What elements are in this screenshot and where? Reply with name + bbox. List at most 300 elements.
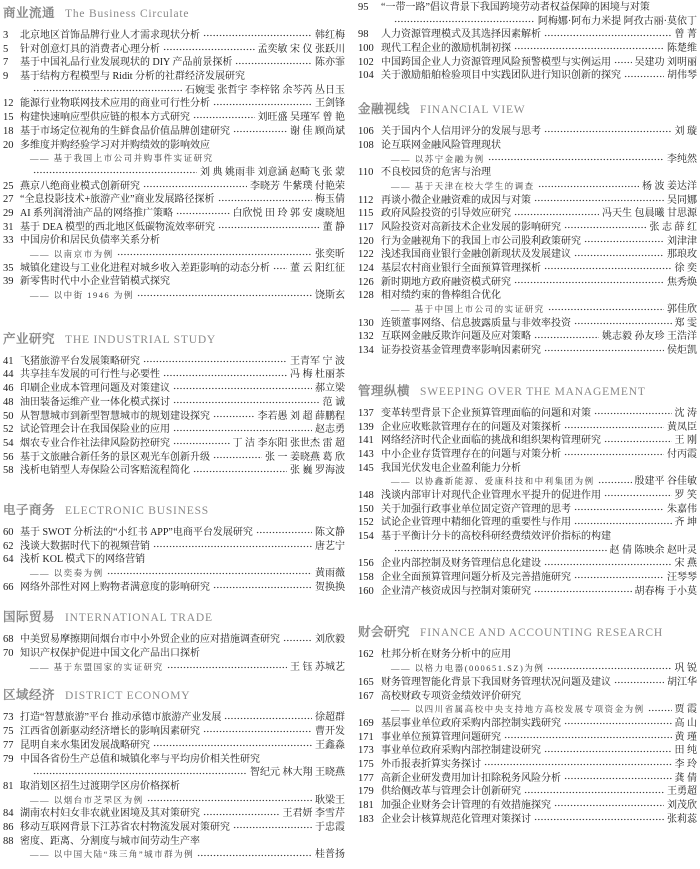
dot-leader [193,470,287,473]
article-authors: 胡伟琴 [667,70,697,82]
toc-line [3,661,345,675]
dot-leader [564,426,664,429]
toc-line [358,813,697,827]
page-number: 112 [358,194,374,206]
toc-entry [3,647,345,674]
article-authors: 黄凤臣 [667,421,697,433]
page-number: 158 [358,572,374,584]
page-number: 148 [358,489,374,501]
toc-line [3,807,345,821]
page-number: 139 [358,421,374,433]
dot-leader [193,116,255,119]
article-title: 知识产权保护促进中国文化产品出口探析 [20,648,200,660]
article-title: 中美贸易摩擦期间烟台市中小外贸企业的应对措施调查研究 [20,634,280,646]
article-authors: 王 刚 [674,435,697,447]
page-number: 169 [358,717,374,729]
dot-leader [213,103,312,106]
article-authors: 付丙霞 [667,448,697,460]
article-authors: 刘茂欣 [667,800,697,811]
section-title-cn: 财会研究 [358,624,411,640]
page-number: 50 [3,410,14,422]
page-number: 104 [358,70,374,82]
dot-leader [614,681,664,684]
section-title-cn: 电子商务 [3,501,56,517]
dot-leader [584,240,664,243]
article-authors: 高 山 [674,717,697,729]
toc-entry [358,717,697,731]
article-authors: 刘 璇 [674,126,697,138]
page-number: 126 [358,276,374,288]
article-title: 试论企业管理中精细化管理的重要性与作用 [381,517,571,529]
dot-leader [564,722,672,725]
dot-leader [163,374,287,377]
page-number: 56 [3,451,14,463]
article-authors: 徐超群 [315,712,345,724]
dot-leader [514,213,599,216]
section-header [3,5,345,21]
article-authors: 曾 菁 [674,29,697,41]
toc-entry [358,194,697,208]
article-title: 基于 SWOT 分析法的“小红书 APP”电商平台发展研究 [20,526,253,538]
article-title: 关于激励船舶检验项目中实践团队进行知识创新的探究 [381,70,621,82]
article-title: AI 系列润滑油产品的网络推广策略 [20,207,174,219]
dot-leader [554,804,664,807]
page-number: 102 [358,56,374,68]
toc-column-left [3,5,345,862]
toc-line [3,451,345,465]
article-title: 事业单位预算管理问题研究 [381,731,501,743]
article-title: 浅谈内部审计对现代企业管理水平提升的促进作用 [381,489,601,501]
article-title: 江西省创新驱动经济增长的影响因素研究 [20,726,200,738]
article-authors: 罗 笑 [674,489,697,501]
article-title: 互联网金融反欺诈问题及应对策略 [381,331,531,343]
toc-entry [358,434,697,448]
toc-line [358,758,697,772]
page-number: 100 [358,43,374,55]
toc-entry [358,166,697,193]
page-number: 173 [358,745,374,757]
page-number: 183 [358,813,374,825]
toc-entry [3,234,345,261]
article-authors: 董 静 [322,221,345,233]
page-number: 33 [3,235,14,247]
toc-line [3,234,345,248]
article-authors: 韩红梅 [315,30,345,41]
article-title: 浅述我国商业银行金融创新现状及发展建议 [381,249,571,261]
page-number: 115 [358,208,374,220]
toc-line [3,739,345,753]
article-authors: 冯天生 包晨曦 甘思源 [602,208,697,220]
article-authors: 齐 坤 [674,517,697,529]
toc-entry [3,382,345,396]
page-number: 181 [358,800,374,811]
article-authors: 冯 梅 杜丽茶 [290,369,345,381]
article-authors: 贾 霞 [674,704,697,716]
article-authors: 王君妍 李雪芹 [282,808,345,820]
article-authors: 范 诚 [322,396,345,408]
article-title: 试论管理会计在我国保险业的应用 [20,424,170,436]
dot-leader [224,717,312,720]
dot-leader [33,89,182,92]
toc-line [358,330,697,344]
page-number: 171 [358,731,374,743]
article-authors: 郝立梁 [315,383,345,395]
toc-entry [3,262,345,276]
toc-section [358,383,697,599]
article-authors: 吴建功 刘明丽 [634,56,697,68]
toc-entry [358,785,697,799]
page-number: 124 [358,263,374,274]
article-title: 网络经济时代企业面临的挑战和组织架构管理研究 [381,435,601,447]
page-number: 143 [358,448,374,460]
page-number: 77 [3,739,14,751]
dot-leader [504,736,672,739]
article-title: 证券投资基金管理费率影响因素研究 [381,345,541,357]
dot-leader [256,531,312,534]
toc-line [3,275,345,289]
article-title: 企业内部控制及财务管理信息化建设 [381,558,541,570]
toc-line [3,70,345,84]
article-title: 外币报表折算实务探讨 [381,758,481,770]
section-title-cn: 管理纵横 [358,382,411,398]
toc-entry [358,585,697,599]
article-title: 加强企业财务会计管理的有效措施探究 [381,800,551,811]
article-title: 关于加强行政事业单位固定资产管理的思考 [381,503,571,515]
article-authors: 张 巍 罗海波 [290,465,345,477]
toc-line [3,221,345,235]
article-title: 油田装备运维产业一体化模式探讨 [20,396,170,408]
page-number: 154 [358,531,374,542]
article-authors: 赵 倩 陈映余 赵叶灵 [609,544,697,556]
toc-entry [3,207,345,221]
toc-entry [3,464,345,478]
toc-entry [3,355,345,369]
dot-leader [534,590,632,593]
toc-entry [358,289,697,316]
toc-line [358,703,697,717]
article-title: 事业单位政府采购内部控制建设研究 [381,745,541,757]
toc-line [3,410,345,424]
toc-line [3,581,345,595]
article-authors: 汪琴琴 [667,572,697,584]
toc-entry [358,813,697,827]
dot-leader [176,212,229,215]
toc-line [3,193,345,207]
dot-leader [538,185,639,188]
toc-section [358,101,697,358]
toc-line [3,289,345,303]
dot-leader [213,586,312,589]
article-authors: 王剑锋 [315,98,345,110]
dot-leader [233,826,312,829]
article-title: 基于文旅融合新任务的景区观光车创新升级 [20,451,210,463]
toc-entry [3,97,345,111]
article-title: 浅析 KOL 模式下的网络营销 [20,554,146,566]
toc-line [358,475,697,489]
page-number: 70 [3,648,14,660]
article-authors: 姚志毅 孙友珍 王浩洋 [602,331,697,343]
section-title-cn: 区域经济 [3,687,56,703]
article-title: 烟农专业合作社法律风险防控研究 [20,437,170,449]
toc-entry [358,530,697,557]
toc-line [358,544,697,558]
toc-line [3,56,345,70]
page-number: 54 [3,437,14,449]
toc-line [3,567,345,581]
toc-entry [3,581,345,595]
toc-section [3,331,345,478]
dot-leader [624,75,664,78]
dot-leader [544,750,672,753]
toc-line [3,139,345,153]
article-authors: 黄 瑾 [674,731,697,743]
toc-entry [358,262,697,276]
article-authors: 刘欣毅 [315,634,345,646]
section-header [3,687,345,703]
article-authors: 孟奕敏 宋 仪 张跃川 [257,43,345,55]
page-number: 175 [358,758,374,770]
page-number: 117 [358,221,374,233]
toc-line [3,180,345,194]
article-title: 网络外部性对网上购物者满意度的影响研究 [20,581,210,593]
page-number: 165 [358,676,374,688]
article-authors: 耿梁王 [315,794,345,806]
toc-line [3,725,345,739]
toc-entry [3,221,345,235]
toc-entry [358,516,697,530]
toc-line [358,489,697,503]
dot-leader [173,429,312,432]
toc-section [3,687,345,862]
article-title: 针对创意灯具的消费者心理分析 [20,43,160,55]
toc-line [3,166,345,180]
page-number: 75 [3,726,14,738]
section-header [358,624,697,640]
page-number: 7 [3,57,9,69]
toc-line [358,248,697,262]
dot-leader [213,415,255,418]
article-title: 构建快速响应型供应链的根本方式研究 [20,112,190,124]
article-title: 变革转型背景下企业预算管理面临的问题和对策 [381,407,591,419]
toc-line [3,780,345,794]
toc-entry [3,540,345,554]
article-title: 印刷企业成本管理问题及对策建议 [20,383,170,395]
toc-entry [358,235,697,249]
dot-leader [218,199,312,202]
article-title: 企业全面预算管理问题分析及完善措施研究 [381,572,571,584]
toc-line [3,835,345,849]
article-title: 财务管理智能化背景下我国财务管理状况问题及建议 [381,676,611,688]
article-authors: 石婉雯 张哲宇 李梓铭 余芩芮 丛日玉 [185,84,345,96]
toc-entry [358,330,697,344]
toc-entry [3,70,345,97]
toc-line [3,766,345,780]
article-authors: 曹开发 [315,726,345,738]
article-title: 燕京八绝商业模式创新研究 [20,180,140,192]
page-number: 41 [3,355,14,367]
article-title: 城镇化建设与工业化进程对城乡收入差距影响的动态分析 [20,262,270,274]
toc-line [358,557,697,571]
article-authors: 胡江华 [667,676,697,688]
dot-leader [283,639,312,642]
article-authors: 智纪元 林大翔 王晓燕 [250,767,345,779]
toc-entry [358,758,697,772]
article-title: 杜邦分析在财务分析中的应用 [381,649,511,661]
toc-entry [3,193,345,207]
article-title: 打造“智慧旅游”平台 推动承德市旅游产业发展 [20,712,222,724]
dot-leader [484,763,672,766]
toc-line [358,262,697,276]
article-title: 共享挂车发展的可行性与必要性 [20,369,160,381]
toc-entry [358,690,697,717]
toc-line [3,152,345,166]
toc-line [3,125,345,139]
toc-section [3,609,345,674]
article-title: 政府风险投资的引导效应研究 [381,208,511,220]
dot-leader [544,130,672,133]
page-number: 12 [3,98,14,110]
page-number: 108 [358,139,374,151]
dot-leader [544,563,672,566]
article-title: 昆明自来水集团发展战略研究 [20,739,150,751]
article-title: “全息投影技术+旅游产业”商业发展路径探析 [20,194,215,206]
toc-entry [3,56,345,70]
article-title: 企业会计核算规范化管理对策探讨 [381,813,531,825]
toc-entry [358,344,697,358]
article-title: 基于中国礼品行业发展现状的 DIY 产品前景探析 [20,57,233,69]
dot-leader [594,412,672,415]
page-number: 18 [3,125,14,137]
article-title: 能源行业物联网技术应用的商业可行性分析 [20,98,210,110]
article-title: 浅谈大数据时代下的视频营销 [20,540,150,552]
page-number: 9 [3,71,9,83]
section-title-cn: 商业流通 [3,5,56,20]
article-title: 基于平衡计分卡的高校科研经费绩效评价指标的构建 [381,531,611,542]
toc-line [358,516,697,530]
article-title: 中小企业存货管理存在的问题与对策分析 [381,448,561,460]
toc-line [358,317,697,331]
article-authors: 李若愚 刘 超 薛鹏程 [257,410,345,422]
toc-line [358,407,697,421]
toc-line [3,526,345,540]
page-number: 134 [358,345,374,357]
toc-entry [358,676,697,690]
toc-entry [358,42,697,56]
page-number: 128 [358,290,374,302]
article-title: 相对绩约束的鲁棒组合优化 [381,290,501,302]
article-authors: 李 玲 [674,758,697,770]
toc-entry [3,807,345,821]
page-number: 68 [3,634,14,646]
article-authors: 王 钰 苏城艺 [290,661,345,673]
page-number: 60 [3,526,14,538]
toc-line [358,42,697,56]
page-number: 3 [3,30,9,41]
toc-entry [358,407,697,421]
toc-line [358,28,697,42]
toc-line [358,15,697,29]
article-authors: 黄雨薇 [315,568,345,579]
dot-leader [163,48,255,51]
article-authors: 饶斯玄 [315,290,345,302]
toc-line [358,530,697,544]
toc-entry [3,725,345,739]
article-title: 关于国内个人信用评分的发展与思考 [381,126,541,138]
dot-leader [544,267,672,270]
toc-line [358,153,697,167]
toc-entry [358,28,697,42]
article-title: 人力资源管理模式及其选择因素解析 [381,29,541,41]
page-number: 130 [358,317,374,329]
article-authors: 张 一 姜晓燕 葛 欣 [265,451,345,463]
toc-line [358,421,697,435]
article-authors: 梅玉倩 [315,194,345,206]
dot-leader [153,744,312,747]
article-authors: 张奕昕 [315,249,345,260]
article-authors: 巩 锐 [674,663,697,675]
toc-entry [358,221,697,235]
toc-line [358,676,697,690]
toc-line [358,139,697,153]
toc-entry [3,739,345,753]
section-header [3,609,345,625]
article-title: 行为金融视角下的我国上市公司股利政策研究 [381,235,581,247]
toc-line [358,585,697,599]
article-authors: 刘津津 [667,235,697,247]
article-title: 基于市场定位视角的生鲜食品价值品牌创建研究 [20,125,230,137]
toc-line [358,462,697,476]
section-header [358,101,697,117]
toc-section [358,624,697,826]
article-subtitle: —— 以奕奏为例 [30,568,104,578]
article-title: 湖南农村妇女非农就业困境及其对策研究 [20,808,200,820]
dot-leader [213,456,262,459]
toc-line [3,848,345,862]
toc-entry [3,368,345,382]
dot-leader [574,508,664,511]
article-subtitle: —— 以协鑫新能源、爱康科技和中利集团为例 [391,476,595,487]
toc-line [3,111,345,125]
article-authors: 焦秀焕 [667,276,697,288]
section-title-en: THE INDUSTRIAL STUDY [65,333,217,346]
toc-entry [358,744,697,758]
article-authors: 陈楚维 [667,43,697,55]
toc-entry [358,248,697,262]
page-number: 152 [358,517,374,529]
dot-leader [514,47,664,50]
page-number: 98 [358,29,369,41]
toc-section [3,502,345,594]
toc-line [3,43,345,57]
toc-entry [358,56,697,70]
article-title: 浅析电销型人寿保险公司客赔流程简化 [20,465,190,477]
section-title-en: FINANCIAL VIEW [420,104,526,117]
article-subtitle: —— 基于东盟国家的实证研究 [30,661,164,672]
article-subtitle: —— 基于天津在校大学生的调查 [391,180,535,191]
toc-line [3,355,345,369]
article-authors: 郭佳欣 [667,304,697,316]
dot-leader [574,576,664,579]
article-title: 不良校园贷的危害与治理 [381,167,491,179]
page-number: 5 [3,43,9,55]
toc-line [358,207,697,221]
toc-line [358,744,697,758]
article-authors: 王勇超 [667,786,697,798]
toc-line [358,125,697,139]
page-number: 44 [3,369,14,381]
dot-leader [167,666,287,669]
toc-line [358,235,697,249]
